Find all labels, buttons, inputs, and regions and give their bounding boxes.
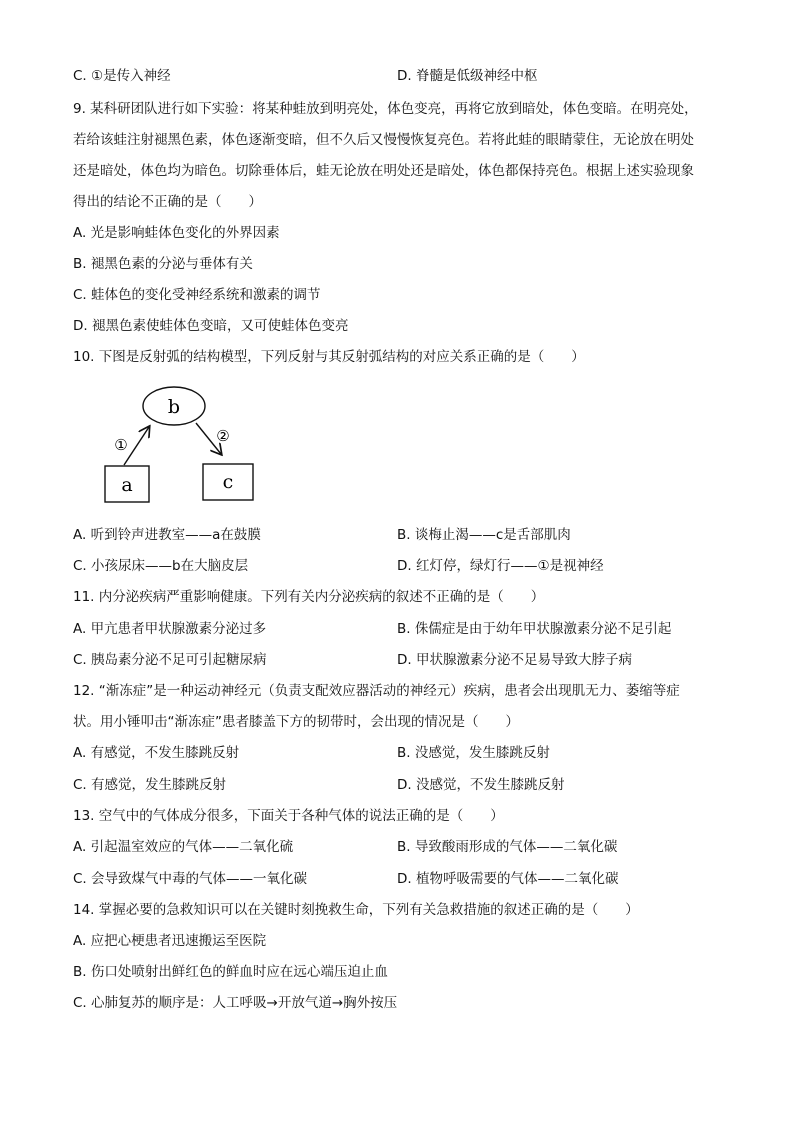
q12-option-a: A. 有感觉，不发生膝跳反射 <box>73 745 240 761</box>
q14-option-a: A. 应把心梗患者迅速搬运至医院 <box>73 933 267 949</box>
node-b-label: b <box>167 396 181 418</box>
q12-option-c: C. 有感觉，发生膝跳反射 <box>73 777 227 793</box>
q14-option-b: B. 伤口处喷射出鲜红色的鲜血时应在远心端压迫止血 <box>73 964 388 980</box>
q10-option-c: C. 小孩尿床——b在大脑皮层 <box>73 558 249 574</box>
q14-stem: 14. 掌握必要的急救知识可以在关键时刻挽救生命，下列有关急救措施的叙述正确的是（ ） <box>73 902 639 918</box>
q9-stem-line-4: 得出的结论不正确的是（ ） <box>73 194 262 210</box>
q9-stem-line-1: 9. 某科研团队进行如下实验：将某种蛙放到明亮处，体色变亮，再将它放到暗处，体色变暗。在明亮处， <box>73 101 698 117</box>
q12-stem-line-1: 12. “渐冻症”是一种运动神经元（负责支配效应器活动的神经元）疾病，患者会出现肌无力、萎缩等症 <box>73 683 680 699</box>
reflex-arc-diagram <box>100 382 270 508</box>
arrow-a-to-b <box>124 427 149 465</box>
q13-option-c: C. 会导致煤气中毒的气体——一氧化碳 <box>73 871 308 887</box>
q11-option-d: D. 甲状腺激素分泌不足易导致大脖子病 <box>397 652 632 668</box>
q10-option-b: B. 谈梅止渴——c是舌部肌肉 <box>397 527 571 543</box>
q9-option-b: B. 褪黑色素的分泌与垂体有关 <box>73 256 253 272</box>
q11-option-b: B. 侏儒症是由于幼年甲状腺激素分泌不足引起 <box>397 621 672 637</box>
q9-option-c: C. 蛙体色的变化受神经系统和激素的调节 <box>73 287 321 303</box>
q10-option-a: A. 听到铃声进教室——a在鼓膜 <box>73 527 261 543</box>
node-c-label: c <box>222 471 234 493</box>
node-a-label: a <box>121 474 133 496</box>
q8-option-c: C. ①是传入神经 <box>73 68 171 84</box>
q11-stem: 11. 内分泌疾病严重影响健康。下列有关内分泌疾病的叙述不正确的是（ ） <box>73 589 545 605</box>
q8-option-d: D. 脊髓是低级神经中枢 <box>397 68 538 84</box>
q9-stem-line-2: 若给该蛙注射褪黑色素，体色逐渐变暗，但不久后又慢慢恢复亮色。若将此蛙的眼睛蒙住，无论放在明处 <box>73 132 694 148</box>
q13-option-b: B. 导致酸雨形成的气体——二氧化碳 <box>397 839 618 855</box>
q11-option-c: C. 胰岛素分泌不足可引起糖尿病 <box>73 652 267 668</box>
q13-option-a: A. 引起温室效应的气体——二氧化硫 <box>73 839 294 855</box>
q14-option-c: C. 心肺复苏的顺序是：人工呼吸→开放气道→胸外按压 <box>73 995 398 1011</box>
arrow-2-label: ② <box>216 427 230 445</box>
q11-option-a: A. 甲亢患者甲状腺激素分泌过多 <box>73 621 267 637</box>
q10-option-d: D. 红灯停，绿灯行——①是视神经 <box>397 558 604 574</box>
q13-stem: 13. 空气中的气体成分很多，下面关于各种气体的说法正确的是（ ） <box>73 808 504 824</box>
arrow-1-label: ① <box>114 436 128 454</box>
q13-option-d: D. 植物呼吸需要的气体——二氧化碳 <box>397 871 619 887</box>
q9-option-a: A. 光是影响蛙体色变化的外界因素 <box>73 225 280 241</box>
q12-stem-line-2: 状。用小锤叩击“渐冻症”患者膝盖下方的韧带时，会出现的情况是（ ） <box>73 714 519 730</box>
q9-stem-line-3: 还是暗处，体色均为暗色。切除垂体后，蛙无论放在明处还是暗处，体色都保持亮色。根据上述实验现象 <box>73 163 694 179</box>
q9-option-d: D. 褪黑色素使蛙体色变暗，又可使蛙体色变亮 <box>73 318 349 334</box>
q10-stem: 10. 下图是反射弧的结构模型，下列反射与其反射弧结构的对应关系正确的是（ ） <box>73 349 585 365</box>
q12-option-d: D. 没感觉，不发生膝跳反射 <box>397 777 565 793</box>
q12-option-b: B. 没感觉，发生膝跳反射 <box>397 745 550 761</box>
